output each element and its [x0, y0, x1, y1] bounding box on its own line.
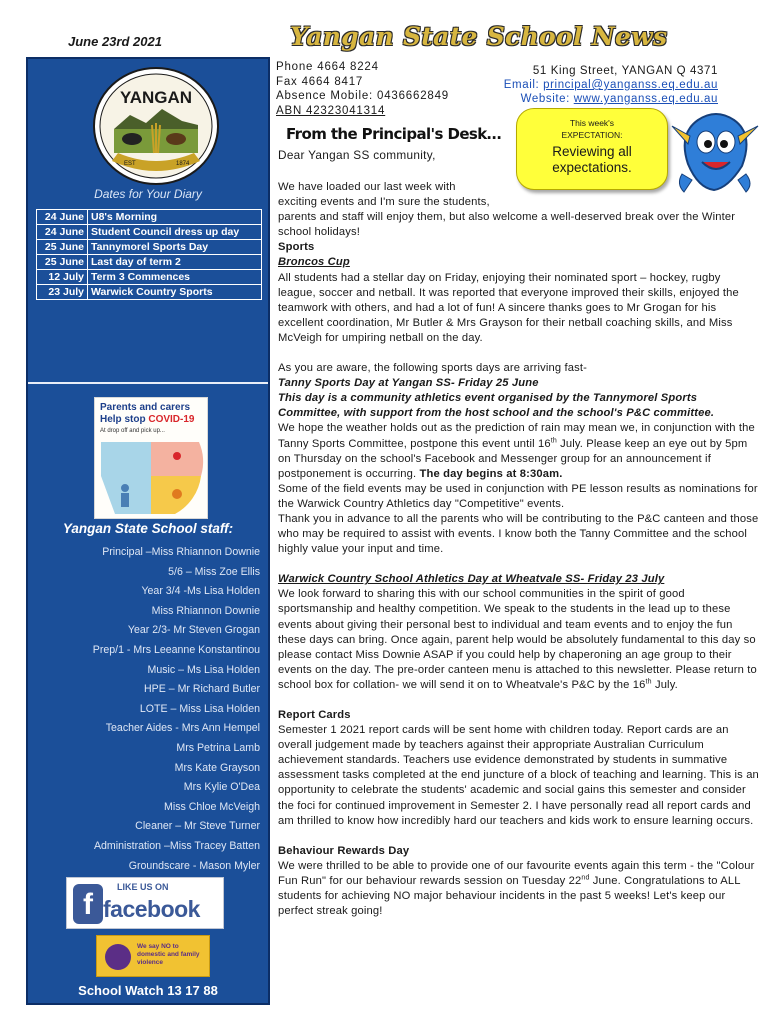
facebook-like-label: LIKE US ON — [117, 882, 169, 892]
intro-line1: We have loaded our last week with — [278, 181, 456, 193]
covid-poster-line3: At drop off and pick up... — [100, 428, 165, 434]
staff-member: Principal –Miss Rhiannon Downie — [102, 546, 260, 558]
staff-member: Groundscare - Mason Myler — [128, 859, 260, 872]
spacer — [278, 346, 760, 361]
diary-event: Term 3 Commences — [88, 270, 262, 285]
staff-member: Cleaner – Mr Steve Turner — [135, 820, 260, 833]
expectation-label: This week's EXPECTATION: — [561, 118, 623, 140]
staff-member: Music – Ms Lisa Holden — [147, 663, 260, 676]
facebook-icon: f — [73, 884, 103, 924]
facebook-wordmark: facebook — [103, 896, 200, 922]
covid-poster-line1: Parents and carers — [100, 402, 191, 413]
staff-member: Teacher Aides - Mrs Ann Hempel — [105, 722, 260, 735]
covid-poster-illustration-icon — [95, 436, 207, 518]
website-label: Website: — [520, 93, 574, 105]
absence-mobile: Absence Mobile: 0436662849 — [276, 90, 449, 102]
behaviour-text: We were thrilled to be able to provide one of our favourite events again this term - the "Colour Fun Run" for our behaviour rewards session on Tuesday 22nd June. Congratulations to ALL students for achieving NO major behaviour incidents in the past 5 weeks! Let's keep our perfect streak going! — [278, 859, 755, 918]
broncos-text: All students had a stellar day on Friday, enjoying their nominated sport – hockey, rugby league, soccer and netball. It was reported that everyone improved their skills, enjoyed the teamwork with others, and had a lot of fun! A sincere thanks goes to Mr Grogan for his excellent coordination, Mr Butler & Mrs Grayson for their netball coaching skills, and Miss McVeigh for umpiring netball on the day. — [278, 271, 739, 344]
newsletter-body — [278, 180, 760, 919]
diary-event: U8's Morning — [88, 210, 262, 225]
website-link[interactable]: www.yanganss.eq.edu.au — [573, 93, 718, 105]
warwick-text: We look forward to sharing this with our school communities in the spirit of good sportsmanship and healthy competition. We speak to the students in the lead up to these events about giving their personal best to individual and team events and to enjoy the fun these days can bring. Once again, parent help would be absolutely fundamental to this day so please contact Miss Downie ASAP if you could help by chaperoning an age group to their events on the day. The pre-order canteen menu is attached to this newsletter. Please return to school box for collation- we will send it on to Wheatvale's P&C by the 16th July. — [278, 588, 757, 691]
tanny-text2: Some of the field events may be used in conjunction with PE lesson results as nominations for the Warwick Country Athletics day "Competitive" events. — [278, 482, 758, 510]
staff-member: HPE – Mr Richard Butler — [144, 683, 260, 696]
abn: ABN 42323041314 — [276, 104, 386, 117]
tanny-text1: We hope the weather holds out as the prediction of rain may mean we, in conjunction with the Tanny Sports Committee, postpone this event until 16th July. Please keep an eye out by 5pm on Thursday on the school's Facebook and Messenger group for an announcement if postponement is occurring. The day begins at 8:30am. — [278, 422, 755, 480]
issue-date: June 23rd 2021 — [68, 34, 162, 49]
warwick-heading: Warwick Country School Athletics Day at Wheatvale SS- Friday 23 July — [278, 573, 665, 586]
address-block — [504, 64, 718, 106]
tanny-heading: Tanny Sports Day at Yangan SS- Friday 25 June — [278, 377, 539, 390]
diary-event: Warwick Country Sports — [88, 285, 262, 300]
covid-poster-line2: Help stop COVID-19 — [100, 414, 195, 425]
diary-date: 24 June — [37, 210, 88, 225]
diary-event: Last day of term 2 — [88, 255, 262, 270]
sidebar — [26, 57, 270, 1005]
fax: Fax 4664 8417 — [276, 75, 364, 88]
staff-member: 5/6 – Miss Zoe Ellis — [168, 565, 260, 578]
diary-event: Student Council dress up day — [88, 225, 262, 240]
report-cards-text: Semester 1 2021 report cards will be sent home with children today. Report cards are an overall judgement made by teachers against their appropriate Australian Curriculum achievement standards. Teachers use evidence demonstrated by students in summative assessment tasks completed at the end juncture of a block of teaching and learning. This is an opportunity to celebrate the students' academic and social gains this semester and consider the foci for continued improvement in Semester 2. I have personally read all report cards and am thrilled to know how incredibly hard our teachers and kids work to ensure learning occurs. — [278, 724, 759, 827]
staff-member: Miss Chloe McVeigh — [164, 800, 260, 813]
email-line — [504, 78, 718, 92]
phone: Phone 4664 8224 — [276, 61, 379, 73]
spacer — [278, 829, 760, 844]
dv-logo-icon — [105, 944, 131, 970]
intro-rest: parents and staff will enjoy them, but also welcome a well-deserved break over the Winter school holidays! — [278, 211, 736, 239]
staff-member: Year 2/3- Mr Steven Grogan — [127, 624, 260, 637]
tanny-text3: Thank you in advance to all the parents who will be contributing to the P&C canteen and those who may be required to assist with events. I know both the Tanny Committee and the school highly value your input and time. — [278, 512, 759, 556]
expectation-text: Reviewing all expectations. — [552, 144, 632, 175]
staff-member: Mrs Kate Grayson — [174, 761, 260, 774]
diary-table — [36, 209, 262, 300]
svg-text:YANGAN: YANGAN — [119, 88, 193, 107]
diary-event: Tannymorel Sports Day — [88, 240, 262, 255]
intro-line2: exciting events and I'm sure the students, — [278, 196, 490, 209]
sports-heading: Sports — [278, 241, 315, 254]
diary-row — [37, 210, 262, 225]
diary-date: 24 June — [37, 225, 88, 240]
staff-title: Yangan State School staff: — [62, 521, 234, 536]
spacer — [278, 557, 760, 572]
dv-badge-text: We say NO to domestic and family violence — [137, 943, 200, 966]
diary-date: 25 June — [37, 240, 88, 255]
diary-date: 25 June — [37, 255, 88, 270]
diary-row — [37, 225, 262, 240]
email-link[interactable]: principal@yanganss.eq.edu.au — [543, 79, 718, 91]
staff-member: Administration –Miss Tracey Batten — [93, 839, 260, 852]
facebook-like-badge[interactable] — [66, 877, 224, 929]
staff-member: LOTE – Miss Lisa Holden — [139, 702, 260, 715]
staff-member: Mrs Petrina Lamb — [176, 741, 260, 754]
svg-text:1874: 1874 — [176, 161, 190, 167]
covid-poster[interactable] — [94, 397, 208, 519]
diary-date: 12 July — [37, 270, 88, 285]
school-crest-logo — [90, 65, 222, 187]
behaviour-heading: Behaviour Rewards Day — [278, 844, 410, 857]
report-cards-heading: Report Cards — [278, 709, 351, 721]
svg-text:EST: EST — [124, 161, 136, 167]
street-address: 51 King Street, YANGAN Q 4371 — [532, 65, 718, 77]
greeting: Dear Yangan SS community, — [278, 148, 436, 162]
school-watch: School Watch 13 17 88 — [78, 983, 218, 998]
diary-row — [37, 240, 262, 255]
staff-member: Prep/1 - Mrs Leeanne Konstantinou — [92, 643, 260, 656]
tanny-bold-text: This day is a community athletics event organised by the Tannymorel Sports Committee, with support from the host school and the school's P&C committee. — [278, 392, 715, 420]
diary-row — [37, 285, 262, 300]
email-label: Email: — [503, 79, 544, 91]
staff-member: Mrs Kylie O'Dea — [183, 781, 260, 794]
principal-desk-heading: From the Principal's Desk… — [286, 125, 502, 143]
diary-date: 23 July — [37, 285, 88, 300]
diary-row — [37, 270, 262, 285]
spacer — [278, 693, 760, 708]
weekly-expectation-callout — [516, 108, 668, 190]
sports-aware-text: As you are aware, the following sports days are arriving fast- — [278, 362, 588, 375]
broncos-heading: Broncos Cup — [278, 256, 350, 269]
sidebar-divider — [28, 382, 268, 384]
staff-member: Year 3/4 -Ms Lisa Holden — [141, 585, 260, 598]
diary-title: Dates for Your Diary — [94, 187, 202, 201]
diary-row — [37, 255, 262, 270]
staff-member: Miss Rhiannon Downie — [151, 604, 260, 617]
staff-list — [28, 543, 260, 876]
masthead-title: Yangan State School News — [290, 22, 668, 51]
domestic-violence-badge — [96, 935, 210, 977]
contact-block — [276, 60, 449, 118]
